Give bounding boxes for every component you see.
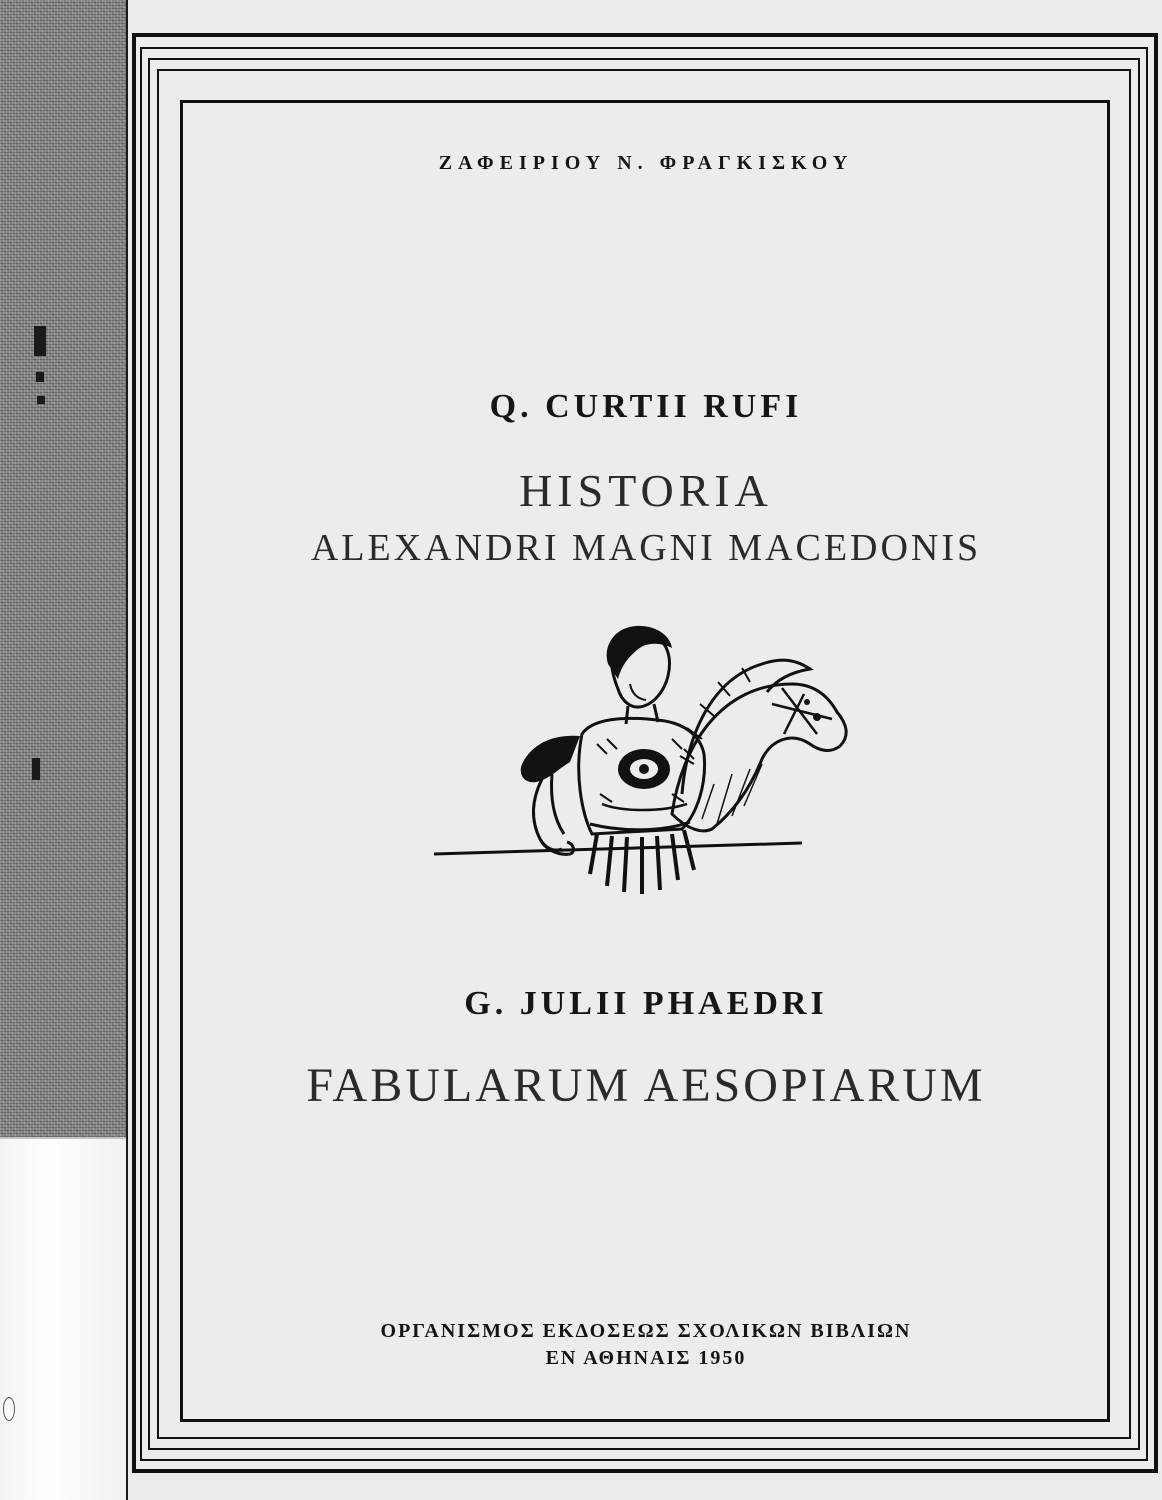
alexander-horseback-illustration [432, 624, 852, 909]
front-cover [126, 0, 1162, 1500]
publication-place-year: ΕΝ ΑΘΗΝΑΙΣ 1950 [545, 1347, 747, 1369]
work2-author: G. JULII PHAEDRI [464, 985, 828, 1022]
editor-name: ΖΑΦΕΙΡΙΟΥ Ν. ΦΡΑΓΚΙΣΚΟΥ [438, 152, 854, 174]
spine-ink-mark [34, 326, 46, 356]
library-label-sticker [0, 1137, 126, 1500]
spine-ink-mark [37, 396, 45, 404]
work2-title: FABULARUM AESOPIARUM [306, 1059, 986, 1112]
work1-subtitle: ALEXANDRI MAGNI MACEDONIS [310, 527, 982, 569]
publisher-name: ΟΡΓΑΝΙΣΜΟΣ ΕΚΔΟΣΕΩΣ ΣΧΟΛΙΚΩΝ ΒΙΒΛΙΩΝ [380, 1320, 912, 1342]
spine-ink-mark [32, 758, 40, 780]
label-hole [3, 1397, 15, 1421]
spine-ink-mark [36, 372, 44, 382]
work1-author: Q. CURTII RUFI [489, 388, 803, 425]
work1-title: HISTORIA [519, 465, 773, 516]
